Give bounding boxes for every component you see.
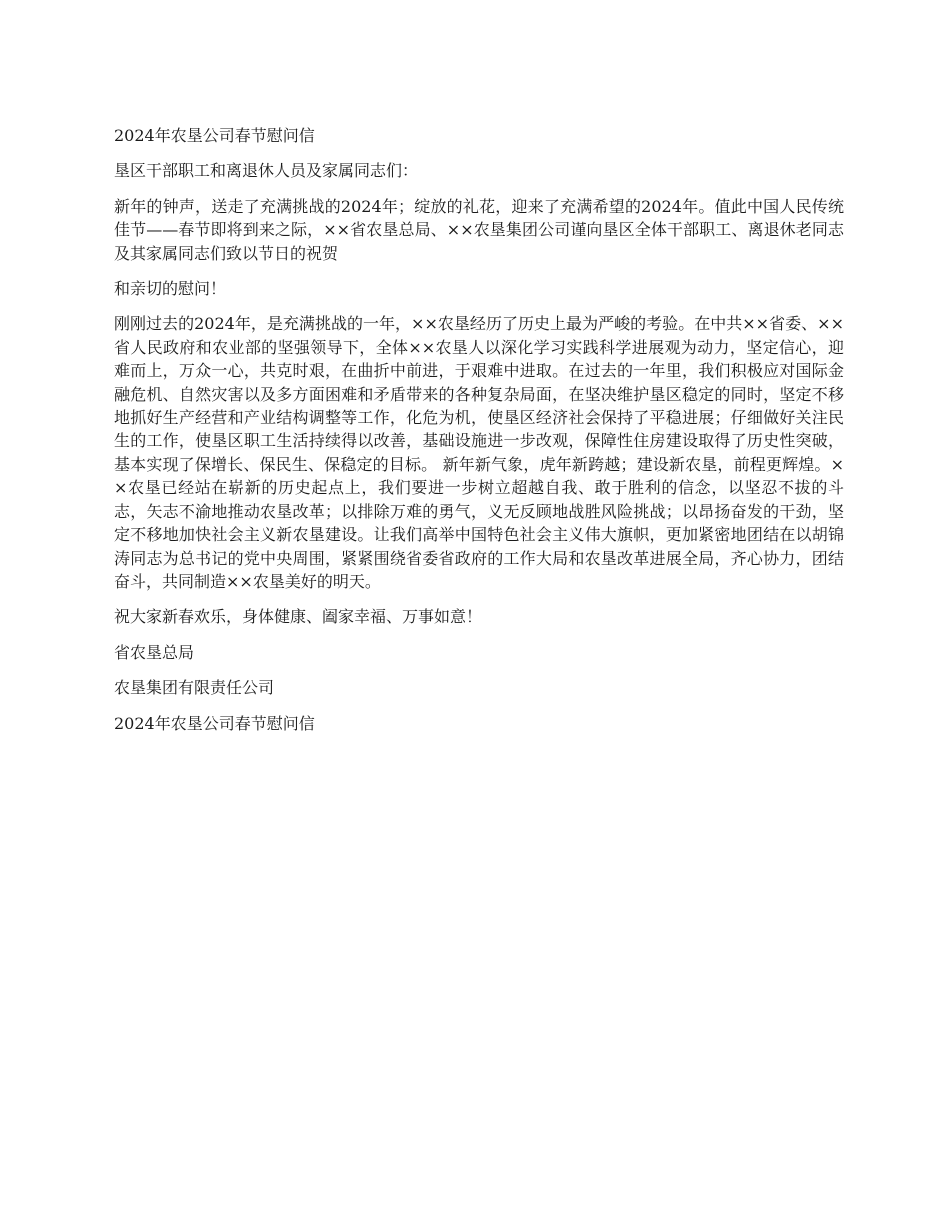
signature-company: 农垦集团有限责任公司 (114, 678, 275, 698)
letter-body (114, 124, 844, 747)
footer-title: 2024年农垦公司春节慰问信 (114, 713, 315, 733)
letter-paragraph-2: 和亲切的慰问！ (114, 279, 227, 299)
letter-title: 2024年农垦公司春节慰问信 (114, 126, 315, 145)
letter-paragraph-3: 刚刚过去的2024年，是充满挑战的一年，××农垦经历了历史上最为严峻的考验。在中共××省委、××省人民政府和农业部的坚强领导下，全体××农垦人以深化学习实践科学进展观为动力，坚定信心，迎难而上，万众一心，共克时艰，在曲折中前进，于艰难中进取。在过去的一年里，我们积极应对国际金融危机、自然灾害以及多方面困难和矛盾带来的各种复杂局面，在坚决维护垦区稳定的同时，坚定不移地抓好生产经营和产业结构调整等工作，化危为机，使垦区经济社会保持了平稳进展；仔细做好关注民生的工作，使垦区职工生活持续得以改善，基础设施进一步改观，保障性住房建设取得了历史性突破，基本实现了保增长、保民生、保稳定的目标。 新年新气象，虎年新跨越；建设新农垦，前程更辉煌。××农垦已经站在崭新的历史起点上，我们要进一步树立超越自我、敢于胜利的信念，以坚忍不拔的斗志，矢志不渝地推动农垦改革；以排除万难的勇气，义无反顾地战胜风险挑战；以昂扬奋发的干劲，坚定不移地加快社会主义新农垦建设。让我们高举中国特色社会主义伟大旗帜，更加紧密地团结在以胡锦涛同志为总书记的党中央周围，紧紧围绕省委省政府的工作大局和农垦改革进展全局，齐心协力，团结奋斗，共同制造××农垦美好的明天。 (114, 314, 844, 591)
letter-salutation: 垦区干部职工和离退休人员及家属同志们： (114, 161, 419, 181)
letter-paragraph-1: 新年的钟声，送走了充满挑战的2024年；绽放的礼花，迎来了充满希望的2024年。值此中国人民传统佳节——春节即将到来之际，××省农垦总局、××农垦集团公司谨向垦区全体干部职工、离退休老同志及其家属同志们致以节日的祝贺 (114, 196, 844, 263)
letter-closing-wish: 祝大家新春欢乐，身体健康、阖家幸福、万事如意！ (114, 607, 483, 627)
signature-bureau: 省农垦总局 (114, 642, 195, 662)
